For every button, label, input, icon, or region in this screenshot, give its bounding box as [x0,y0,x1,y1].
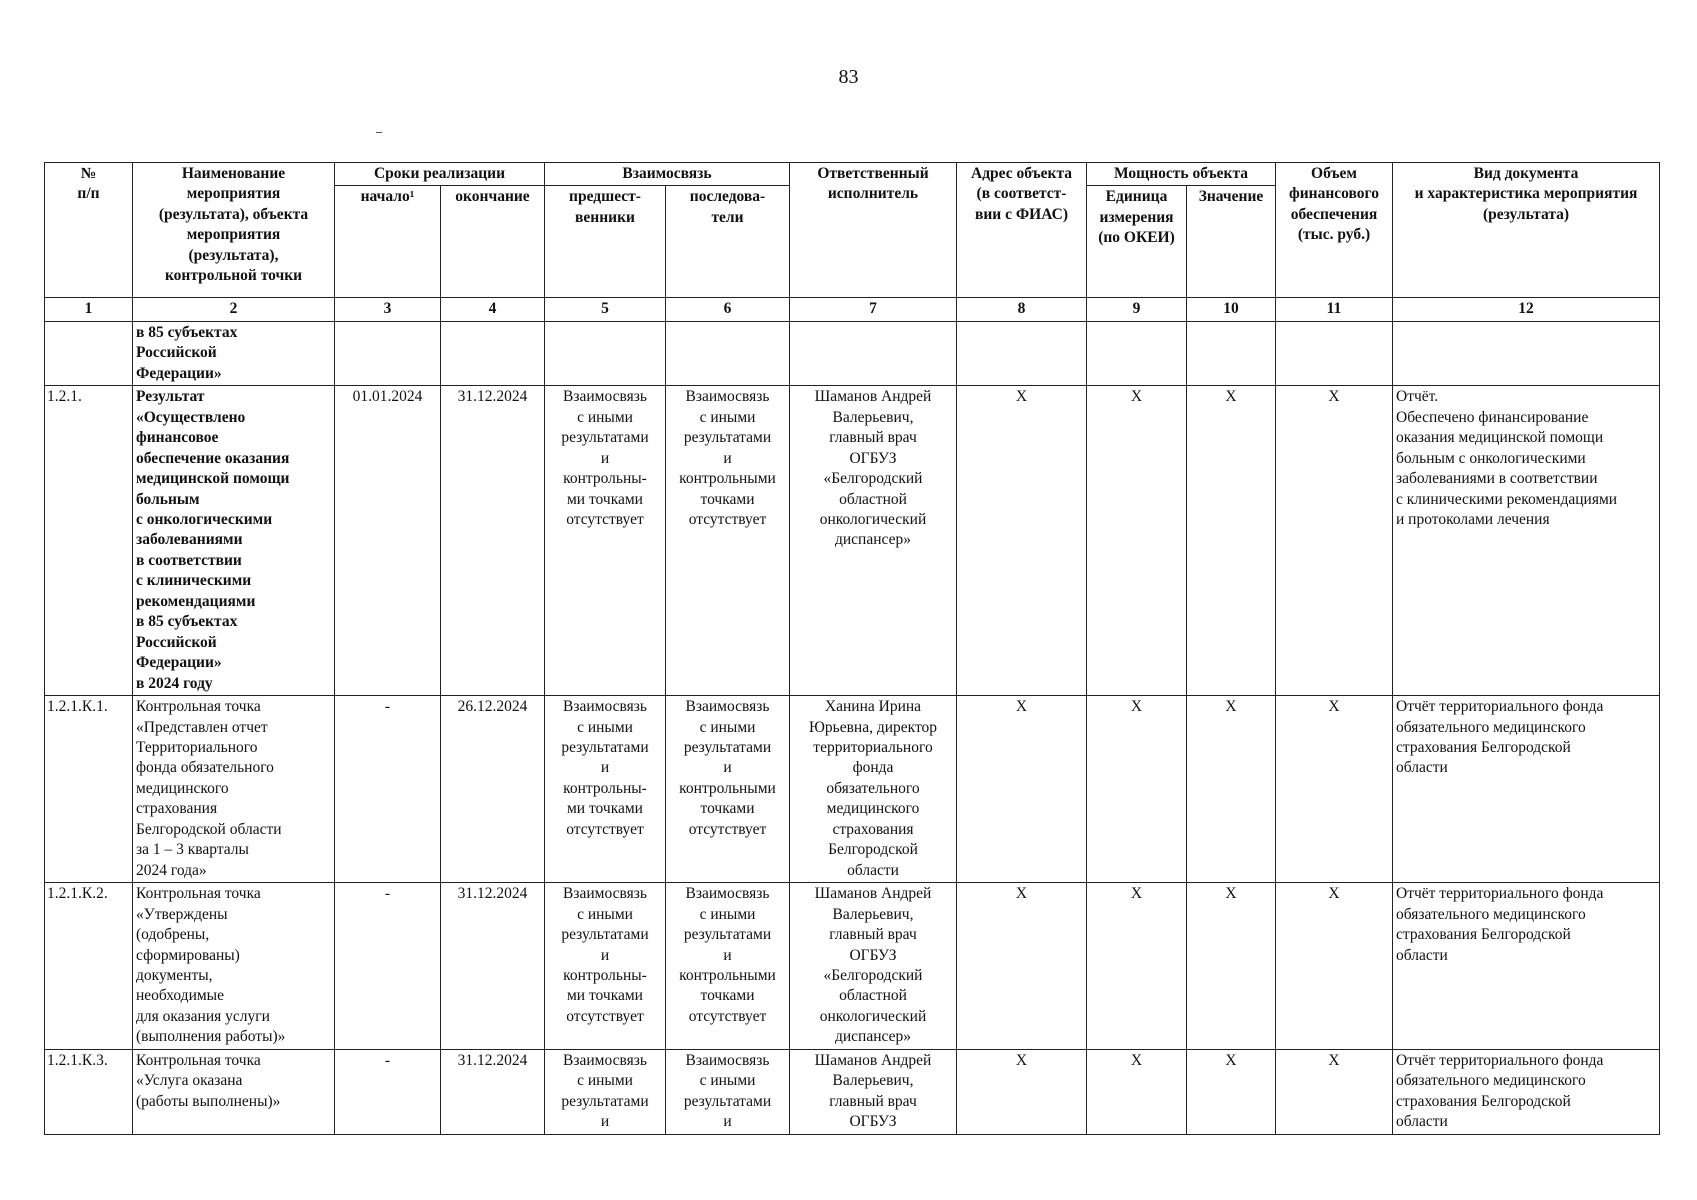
cell-name: Контрольная точка «Услуга оказана (работы выполнены)» [133,1049,335,1134]
cell-finance [1276,321,1393,385]
cell-start [335,321,441,385]
cell-doc: Отчёт. Обеспечено финансирование оказания медицинской помощи больным с онкологическими заболеваниями в соответствии с клиническими рекомендациями и протоколами лечения [1393,386,1660,696]
column-number: 12 [1393,298,1660,321]
header-doc-type: Вид документа и характеристика мероприятия (результата) [1393,163,1660,298]
header-row-1 [45,163,1660,186]
header-address: Адрес объекта (в соответст- вии с ФИАС) [957,163,1087,298]
column-number: 3 [335,298,441,321]
cell-num: 1.2.1.К.2. [45,883,133,1050]
cell-start: - [335,696,441,883]
scan-artifact [376,132,382,133]
header-start: начало¹ [335,186,441,298]
cell-end [441,321,545,385]
table-row [45,1049,1660,1134]
header-finance: Объем финансового обеспечения (тыс. руб.) [1276,163,1393,298]
cell-end: 31.12.2024 [441,883,545,1050]
table-row [45,883,1660,1050]
cell-address: X [957,696,1087,883]
continuation-row [45,321,1660,385]
header-end: окончание [441,186,545,298]
cell-doc [1393,321,1660,385]
cell-successors: Взаимосвязь с иными результатами и контрольными точками отсутствует [666,696,790,883]
cell-responsible: Шаманов Андрей Валерьевич, главный врач ОГБУЗ «Белгородский областной онкологический диспансер» [790,883,957,1050]
page-number: 83 [838,66,859,88]
cell-address: X [957,883,1087,1050]
cell-num [45,321,133,385]
cell-doc: Отчёт территориального фонда обязательного медицинского страхования Белгородской области [1393,883,1660,1050]
column-number: 6 [666,298,790,321]
header-relation: Взаимосвязь [545,163,790,186]
cell-doc: Отчёт территориального фонда обязательного медицинского страхования Белгородской области [1393,1049,1660,1134]
table-row [45,696,1660,883]
cell-unit [1087,321,1187,385]
cell-num: 1.2.1. [45,386,133,696]
column-number: 11 [1276,298,1393,321]
header-capacity: Мощность объекта [1087,163,1276,186]
cell-value [1187,321,1276,385]
header-name: Наименование мероприятия (результата), объекта мероприятия (результата), контрольной точки [133,163,335,298]
cell-end: 31.12.2024 [441,386,545,696]
cell-predecessors: Взаимосвязь с иными результатами и контрольны- ми точками отсутствует [545,883,666,1050]
cell-address [957,321,1087,385]
cell-address: X [957,1049,1087,1134]
column-number: 5 [545,298,666,321]
cell-predecessors: Взаимосвязь с иными результатами и [545,1049,666,1134]
table-row [45,386,1660,696]
column-number: 2 [133,298,335,321]
cell-responsible: Шаманов Андрей Валерьевич, главный врач ОГБУЗ [790,1049,957,1134]
cell-responsible: Ханина Ирина Юрьевна, директор территориального фонда обязательного медицинского страхования Белгородской области [790,696,957,883]
cell-name: Контрольная точка «Утверждены (одобрены, сформированы) документы, необходимые для оказания услуги (выполнения работы)» [133,883,335,1050]
cell-successors: Взаимосвязь с иными результатами и контрольными точками отсутствует [666,386,790,696]
header-successors: последова- тели [666,186,790,298]
column-number: 10 [1187,298,1276,321]
column-number: 4 [441,298,545,321]
cell-name: Результат «Осуществлено финансовое обеспечение оказания медицинской помощи больным с онкологическими заболеваниями в соответствии с клиническими рекомендациями в 85 субъектах Российской Федерации» в 2024 году [133,386,335,696]
cell-num: 1.2.1.К.3. [45,1049,133,1134]
header-responsible: Ответственный исполнитель [790,163,957,298]
cell-predecessors: Взаимосвязь с иными результатами и контрольны- ми точками отсутствует [545,386,666,696]
cell-finance: X [1276,1049,1393,1134]
cell-value: X [1187,883,1276,1050]
header-terms: Сроки реализации [335,163,545,186]
cell-successors: Взаимосвязь с иными результатами и контрольными точками отсутствует [666,883,790,1050]
cell-value: X [1187,1049,1276,1134]
cell-predecessors: Взаимосвязь с иными результатами и контрольны- ми точками отсутствует [545,696,666,883]
column-number: 1 [45,298,133,321]
column-number: 8 [957,298,1087,321]
cell-doc: Отчёт территориального фонда обязательного медицинского страхования Белгородской области [1393,696,1660,883]
header-predecessors: предшест- венники [545,186,666,298]
header-unit: Единица измерения (по ОКЕИ) [1087,186,1187,298]
plan-table [44,162,1660,1135]
cell-value: X [1187,696,1276,883]
cell-unit: X [1087,696,1187,883]
column-number: 9 [1087,298,1187,321]
cell-unit: X [1087,386,1187,696]
column-number: 7 [790,298,957,321]
header-value: Значение [1187,186,1276,298]
cell-name: Контрольная точка «Представлен отчет Территориального фонда обязательного медицинского страхования Белгородской области за 1 – 3 кварталы 2024 года» [133,696,335,883]
cell-start: - [335,1049,441,1134]
cell-start: 01.01.2024 [335,386,441,696]
cell-end: 26.12.2024 [441,696,545,883]
cell-finance: X [1276,883,1393,1050]
cell-responsible [790,321,957,385]
cell-finance: X [1276,696,1393,883]
column-number-row [45,298,1660,321]
cell-successors [666,321,790,385]
cell-address: X [957,386,1087,696]
cell-value: X [1187,386,1276,696]
cell-name: в 85 субъектах Российской Федерации» [133,321,335,385]
cell-finance: X [1276,386,1393,696]
cell-unit: X [1087,1049,1187,1134]
cell-predecessors [545,321,666,385]
cell-responsible: Шаманов Андрей Валерьевич, главный врач ОГБУЗ «Белгородский областной онкологический диспансер» [790,386,957,696]
cell-start: - [335,883,441,1050]
cell-end: 31.12.2024 [441,1049,545,1134]
cell-unit: X [1087,883,1187,1050]
cell-successors: Взаимосвязь с иными результатами и [666,1049,790,1134]
header-num: № п/п [45,163,133,298]
cell-num: 1.2.1.К.1. [45,696,133,883]
